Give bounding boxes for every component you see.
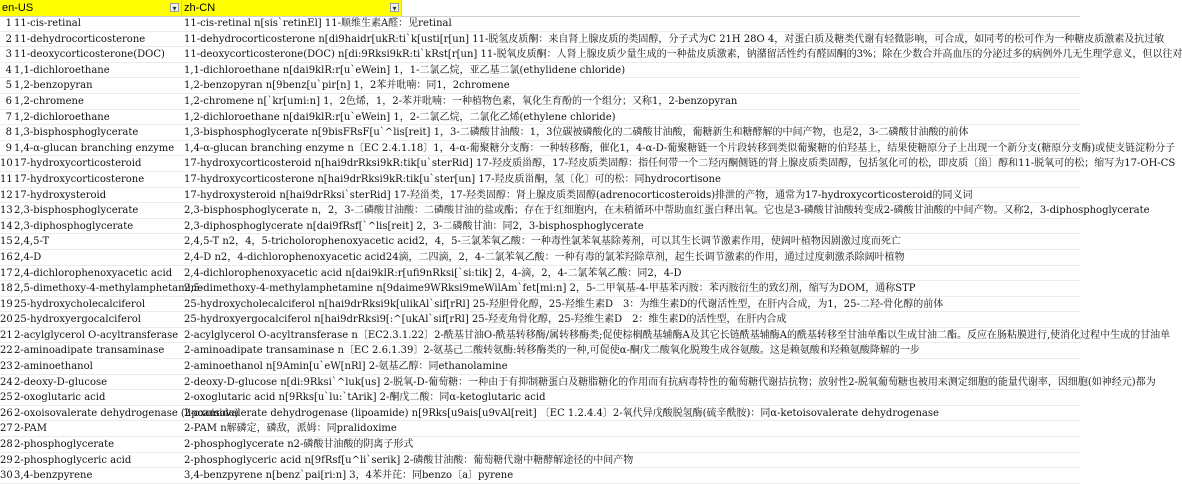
row-number: 23: [0, 361, 13, 373]
table-row[interactable]: [0, 47, 1182, 63]
row-number: 7: [5, 111, 12, 123]
table-row[interactable]: [0, 156, 1176, 172]
row-number: 3: [5, 49, 12, 61]
cell-en-us[interactable]: 17-hydroxycorticosteroid: [14, 158, 142, 170]
cell-zh-cn[interactable]: 11-dehydrocorticosterone n[di9haidr[ukR:ti`k[usti[r[un] 11-脱氢皮质酮：来自肾上腺皮质的类固醇，分子式为C 21H 28O 4，对蛋白质及糖类代谢有轻微影响，可合成，如同考的松可作为一种糖皮质激素及抗过敏: [184, 33, 1165, 45]
cell-en-us[interactable]: 11-deoxycorticosterone(DOC): [14, 49, 165, 61]
row-number: 20: [0, 314, 13, 326]
table-row[interactable]: [0, 390, 1080, 406]
table-row[interactable]: [0, 188, 1080, 204]
cell-en-us[interactable]: 2,4-dichlorophenoxyacetic acid: [14, 267, 173, 279]
cell-en-us[interactable]: 1,2-benzopyran: [14, 80, 93, 92]
cell-en-us[interactable]: 2,5-dimethoxy-4-methylamphetamine: [14, 283, 204, 295]
row-number: 6: [5, 95, 12, 107]
row-number: 2: [5, 33, 12, 45]
cell-zh-cn[interactable]: 2-phosphoglycerate n2-磷酸甘油酸的阴离子形式: [184, 439, 414, 451]
column-header-label: en-US: [2, 2, 34, 14]
column-header-zh-cn[interactable]: [182, 0, 402, 16]
cell-zh-cn[interactable]: 1,2-dichloroethane n[dai9klR:r[u`eWein] 1，2-二氯乙烷，二氯化乙烯(ethylene chloride): [184, 111, 616, 123]
cell-zh-cn[interactable]: 2-oxoglutaric acid n[9Rks[u`lu:`tArik] 2-酮戊二酸：同α-ketoglutaric acid: [184, 392, 546, 404]
row-number: 14: [0, 220, 13, 232]
cell-zh-cn[interactable]: 2-deoxy-D-glucose n[di:9Rksi`^luk[us] 2-脱氧-D-葡萄糖：一种由于有抑制糖蛋白及糖脂糖化的作用而有抗病毒特性的葡萄糖代谢拮抗物；放射性2-脱氧葡萄糖也被用来测定细胞的能量代谢率，因细胞(如神经元)都为: [184, 376, 1156, 388]
cell-zh-cn[interactable]: 1,2-benzopyran n[9benz[u`pir[n] 1，2苯并吡喃：同1，2chromene: [184, 80, 510, 92]
table-row[interactable]: [0, 63, 1080, 79]
table-row[interactable]: [0, 110, 1080, 126]
cell-zh-cn[interactable]: 2,3-diphosphoglycerate n[dai9fRsf[`^lis[reit] 2，3-二磷酸甘油：同2，3-bisphosphoglycerate: [184, 220, 644, 232]
cell-zh-cn[interactable]: 2-phosphoglyceric acid n[9fRsf[u^li`serik] 2-磷酸甘油酸：葡萄糖代谢中糖酵解途径的中间产物: [184, 454, 634, 466]
table-row[interactable]: [0, 375, 1156, 391]
cell-zh-cn[interactable]: 2-acylglycerol O-acyltransferase n〔EC2.3.1.22〕2-酰基甘油O-酰基转移酶/属转移酶类;促使棕榈酰基辅酶A及其它长链酰基辅酶A的酰基转移至甘油单酯以生成甘油二酯。反应在肠粘膜进行,使消化过程中生成的甘油单: [184, 329, 1171, 341]
filter-dropdown-icon[interactable]: ▾: [170, 3, 179, 12]
table-body: [0, 16, 1182, 484]
cell-en-us[interactable]: 2-PAM: [14, 423, 48, 435]
table-row[interactable]: [0, 125, 1080, 141]
cell-zh-cn[interactable]: 2,3-bisphosphoglycerate n，2，3-二磷酸甘油酸：二磷酸甘油的盐或酯；存在于红细胞内，在未稍循环中帮助血红蛋白释出氧。它也是3-磷酸甘油酸转变成2-磷酸甘油酸的中间产物。又称2，3-diphosphoglycerate: [184, 205, 1150, 217]
cell-en-us[interactable]: 2-acylglycerol O-acyltransferase: [14, 329, 179, 341]
table-row[interactable]: [0, 250, 1080, 266]
cell-en-us[interactable]: 11-dehydrocorticosterone: [14, 33, 146, 45]
cell-en-us[interactable]: 2-oxoisovalerate dehydrogenase (lipoamide): [14, 407, 239, 419]
row-number: 17: [0, 267, 13, 279]
table-row[interactable]: [0, 203, 1150, 219]
table-row[interactable]: [0, 266, 1080, 282]
column-header-en-us[interactable]: [0, 0, 182, 16]
cell-zh-cn[interactable]: 25-hydroxycholecalciferol n[hai9drRksi9k[ulikAl`sif[rRl] 25-羟胆骨化醇，25-羟维生素D 3：为维生素D的代谢活性型，在肝内合成，为1，25-二羟-骨化醇的前体: [184, 298, 944, 310]
table-row[interactable]: [0, 328, 1171, 344]
cell-zh-cn[interactable]: 17-hydroxysteroid n[hai9drRksi`sterRid] 17-羟甾类，17-羟类固醇：肾上腺皮质类固醇(adrenocorticosteroids)排泄的产物，通常为17-hydroxycorticosteroid的同义词: [184, 189, 973, 201]
table-row[interactable]: [0, 453, 1080, 469]
cell-zh-cn[interactable]: 3,4-benzpyrene n[benz`pai[ri:n] 3，4苯并芘：同benzo〔a〕pyrene: [184, 470, 514, 482]
table-row[interactable]: [0, 219, 1080, 235]
cell-en-us[interactable]: 1,3-bisphosphoglycerate: [14, 127, 139, 139]
cell-zh-cn[interactable]: 2-aminoadipate transaminase n〔EC 2.6.1.39〕2-氨基己二酸转氨酶:转移酶类的一种,可促使α-酮戊二酸氧化脱羧生成谷氨酸。这是赖氨酸和羟赖氨酸降解的一步: [184, 345, 920, 357]
row-number: 1: [5, 18, 12, 29]
cell-zh-cn[interactable]: 2,4-D n2，4-dichlorophenoxyacetic acid24滴，二四滴，2，4-二氯苯氧乙酸：一种有毒的氯苯羟除草剂，起生长调节激素的作用，通过过度刺激杀除阔叶植物: [184, 251, 905, 263]
row-number: 10: [0, 158, 13, 170]
cell-zh-cn[interactable]: 17-hydroxycorticosterone n[hai9drRksi9kR:tik[u`ster[un] 17-羟皮质甾酮，氢〔化〕可的松：同hydrocortisone: [184, 173, 721, 185]
table-row[interactable]: [0, 312, 1080, 328]
table-row[interactable]: [0, 421, 1080, 437]
cell-zh-cn[interactable]: 25-hydroxyergocalciferol n[hai9drRksi9[:^[ukAl`sif[rRl] 25-羟麦角骨化醇，25-羟维生素D 2：维生素D的活性型，在肝内合成: [184, 314, 787, 326]
table-row[interactable]: [0, 78, 1080, 94]
row-number: 24: [0, 376, 13, 388]
cell-zh-cn[interactable]: 2,4,5-T n2，4，5-tricholorophenoxyacetic acid2，4，5-三氯苯氧乙酸：一种毒性氯苯氧基除莠剂，可以其生长调节激素作用，使阔叶植物因剧激过度而死亡: [184, 236, 901, 248]
cell-en-us[interactable]: 25-hydroxycholecalciferol: [14, 298, 146, 310]
table-row[interactable]: [0, 94, 1080, 110]
cell-en-us[interactable]: 2-phosphoglyceric acid: [14, 454, 132, 466]
cell-en-us[interactable]: 2,3-diphosphoglycerate: [14, 220, 134, 232]
row-number: 13: [0, 205, 13, 217]
cell-en-us[interactable]: 2,4-D: [14, 251, 42, 263]
table-row[interactable]: [0, 437, 1080, 453]
cell-zh-cn[interactable]: 2-oxoisovalerate dehydrogenase (lipoamide) n[9Rks[u9ais[u9vAl[reit] 〔EC 1.2.4.4〕2-氧代异戊酸脱氢酶(硫辛酰胺)：同α-ketoisovalerate dehydrogenase: [184, 407, 939, 419]
table-row[interactable]: [0, 343, 1080, 359]
row-number: 15: [0, 236, 13, 248]
row-number: 19: [0, 298, 13, 310]
table-row[interactable]: [0, 16, 1080, 32]
cell-en-us[interactable]: 25-hydroxyergocalciferol: [14, 314, 141, 326]
row-number: 5: [5, 80, 12, 92]
cell-zh-cn[interactable]: 2-PAM n解磷定，磷敌，派姆：同pralidoxime: [184, 423, 397, 435]
cell-en-us[interactable]: 17-hydroxycorticosterone: [14, 173, 145, 185]
cell-en-us[interactable]: 1,2-chromene: [14, 95, 84, 107]
cell-en-us[interactable]: 2-oxoglutaric acid: [14, 392, 106, 404]
cell-zh-cn[interactable]: 1,1-dichloroethane n[dai9klR:r[u`eWein] 1，1-二氯乙烷，亚乙基二氯(ethylidene chloride): [184, 64, 626, 76]
cell-en-us[interactable]: 2,4,5-T: [14, 236, 50, 248]
row-number: 8: [5, 127, 12, 139]
table-row[interactable]: [0, 172, 1080, 188]
row-number: 11: [0, 173, 13, 185]
row-number: 28: [0, 439, 13, 451]
table-row[interactable]: [0, 468, 1080, 484]
cell-zh-cn[interactable]: 1,2-chromene n[`kr[umi:n] 1，2色烯，1，2-苯并吡喃：一种植物色素，氧化生育酚的一个组分；又称1，2-benzopyran: [184, 95, 738, 107]
cell-zh-cn[interactable]: 11-cis-retinal n[sis`retinEl] 11-顺维生素A醛：见retinal: [184, 18, 452, 29]
filter-dropdown-icon[interactable]: ▾: [390, 3, 399, 12]
cell-en-us[interactable]: 2-aminoethanol: [14, 361, 93, 373]
cell-en-us[interactable]: 2-phosphoglycerate: [14, 439, 115, 451]
cell-zh-cn[interactable]: 2,4-dichlorophenoxyacetic acid n[dai9klR:r[ufi9nRksi[`si:tik] 2，4-滴，2，4-二氯苯氧乙酸：同2，4-D: [184, 267, 682, 279]
row-number: 12: [0, 189, 13, 201]
cell-zh-cn[interactable]: 1,4-α-glucan branching enzyme n〔EC 2.4.1.18〕1，4-α-葡聚糖分支酶：一种转移酶，催化1，4-α-D-葡聚糖链一个片段转移到类似葡聚糖的伯羟基上，结果使糖原分子上出现一个新分支(糖原分支酶)或使支链淀粉分子: [184, 142, 1176, 154]
table-row[interactable]: [0, 297, 1080, 313]
table-row[interactable]: [0, 234, 1080, 250]
table-row[interactable]: [0, 32, 1165, 48]
header-row: [0, 0, 1080, 17]
cell-zh-cn[interactable]: 1,3-bisphosphoglycerate n[9bisFRsF[u`^lis[reit] 1，3-二磷酸甘油酸：1，3位碳被磷酸化的二磷酸甘油酸，葡糖新生和糖酵解的中间产物，也是2，3-二磷酸甘油酸的前体: [184, 127, 969, 139]
row-number: 21: [0, 329, 13, 341]
cell-zh-cn[interactable]: 2-aminoethanol n[9Amin[u`eW[nRl] 2-氨基乙醇：同ethanolamine: [184, 361, 508, 373]
cell-en-us[interactable]: 2-aminoadipate transaminase: [14, 345, 165, 357]
row-number: 9: [5, 142, 12, 154]
row-number: 30: [0, 470, 13, 482]
row-number: 4: [5, 64, 12, 76]
row-number: 16: [0, 251, 13, 263]
table-row[interactable]: [0, 141, 1176, 157]
cell-zh-cn[interactable]: 2,5-dimethoxy-4-methylamphetamine n[9daime9WRksi9meWilAm`fet[mi:n] 2，5-二甲氧基-4-甲基苯丙胺：苯丙胺衍生的致幻剂，缩写为DOM，通称STP: [184, 283, 916, 295]
cell-en-us[interactable]: 3,4-benzpyrene: [14, 470, 93, 482]
table-row[interactable]: [0, 281, 1080, 297]
row-number: 29: [0, 454, 13, 466]
row-number: 26: [0, 407, 13, 419]
cell-en-us[interactable]: 2-deoxy-D-glucose: [14, 376, 108, 388]
row-number: 27: [0, 423, 13, 435]
column-header-label: zh-CN: [184, 2, 216, 14]
table-row[interactable]: [0, 406, 1080, 422]
cell-zh-cn[interactable]: 17-hydroxycorticosteroid n[hai9drRksi9kR:tik[u`sterRid] 17-羟皮质甾醇，17-羟皮质类固醇：指任何带一个二羟丙酮侧链的肾上腺皮质类固醇，包括氢化可的松，即皮质〔甾〕醇和11-脱氧可的松；缩写为17-OH-CS: [184, 158, 1176, 170]
cell-zh-cn[interactable]: 11-deoxycorticosterone(DOC) n[di:9Rksi9kR:ti`kRst[r[un] 11-脱氧皮质酮：人肾上腺皮质少量生成的一种盐皮质激素，钠潴留活性约有醛固酮的3%；除在少数合并高血压的分泌过多的病例外几无生理学意义，但以往对: [184, 49, 1182, 61]
row-number: 25: [0, 392, 13, 404]
cell-en-us[interactable]: 11-cis-retinal: [14, 18, 81, 29]
cell-en-us[interactable]: 1,2-dichloroethane: [14, 111, 110, 123]
cell-en-us[interactable]: 1,1-dichloroethane: [14, 64, 110, 76]
row-number: 22: [0, 345, 13, 357]
cell-en-us[interactable]: 17-hydroxysteroid: [14, 189, 107, 201]
table-row[interactable]: [0, 359, 1080, 375]
cell-en-us[interactable]: 1,4-α-glucan branching enzyme: [14, 142, 175, 154]
row-number: 18: [0, 283, 13, 295]
cell-en-us[interactable]: 2,3-bisphosphoglycerate: [14, 205, 139, 217]
